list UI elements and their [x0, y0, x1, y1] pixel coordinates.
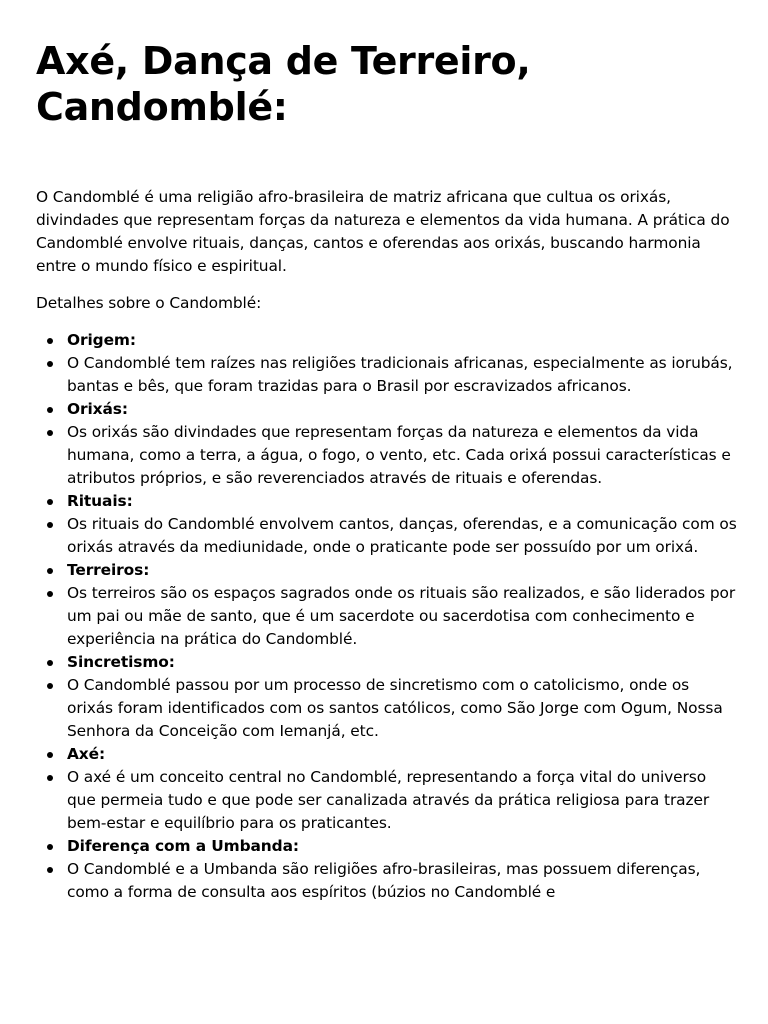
item-text-terreiros: Os terreiros são os espaços sagrados onde os rituais são realizados, e são liderados por um pai ou mãe de santo, que é um sacerdote ou sacerdotisa com conhecimento e experiência na prática do Candomblé. [67, 584, 736, 648]
list-item-text [36, 513, 738, 559]
list-item-heading [36, 329, 738, 352]
item-heading-umbanda: Diferença com a Umbanda: [67, 837, 299, 855]
item-text-origem: O Candomblé tem raízes nas religiões tradicionais africanas, especialmente as iorubás, bantas e bês, que foram trazidas para o Brasil por escravizados africanos. [67, 354, 733, 395]
list-item-text [36, 766, 738, 835]
item-heading-orixas: Orixás: [67, 400, 128, 418]
item-heading-rituais: Rituais: [67, 492, 133, 510]
list-item-text [36, 674, 738, 743]
item-heading-origem: Origem: [67, 331, 136, 349]
list-item-text [36, 858, 738, 904]
list-item-heading [36, 490, 738, 513]
list-item-text [36, 421, 738, 490]
list-item-heading [36, 743, 738, 766]
intro-paragraph: O Candomblé é uma religião afro-brasileira de matriz africana que cultua os orixás, divindades que representam forças da natureza e elementos da vida humana. A prática do Candomblé envolve rituais, danças, cantos e oferendas aos orixás, buscando harmonia entre o mundo físico e espiritual. [36, 188, 730, 275]
list-item-text [36, 582, 738, 651]
list-item-heading [36, 559, 738, 582]
item-text-axe: O axé é um conceito central no Candomblé, representando a força vital do universo que permeia tudo e que pode ser canalizada através da prática religiosa para trazer bem-estar e equilíbrio para os praticantes. [67, 768, 710, 832]
item-heading-terreiros: Terreiros: [67, 561, 150, 579]
item-text-umbanda: O Candomblé e a Umbanda são religiões afro-brasileiras, mas possuem diferenças, como a forma de consulta aos espíritos (búzios no Candomblé e [67, 860, 701, 901]
details-list [36, 329, 738, 904]
list-item-heading [36, 398, 738, 421]
details-lead: Detalhes sobre o Candomblé: [36, 294, 262, 312]
list-item-heading [36, 651, 738, 674]
item-heading-sincretismo: Sincretismo: [67, 653, 175, 671]
list-item-text [36, 352, 738, 398]
item-text-rituais: Os rituais do Candomblé envolvem cantos, danças, oferendas, e a comunicação com os orixás através da mediunidade, onde o praticante pode ser possuído por um orixá. [67, 515, 737, 556]
item-heading-axe: Axé: [67, 745, 106, 763]
page-title: Axé, Dança de Terreiro, Candomblé: [36, 39, 531, 129]
item-text-sincretismo: O Candomblé passou por um processo de sincretismo com o catolicismo, onde os orixás foram identificados com os santos católicos, como São Jorge com Ogum, Nossa Senhora da Conceição com Iemanjá, etc. [67, 676, 723, 740]
item-text-orixas: Os orixás são divindades que representam forças da natureza e elementos da vida humana, como a terra, a água, o fogo, o vento, etc. Cada orixá possui características e atributos próprios, e são reverenciados através de rituais e oferendas. [67, 423, 731, 487]
list-item-heading [36, 835, 738, 858]
